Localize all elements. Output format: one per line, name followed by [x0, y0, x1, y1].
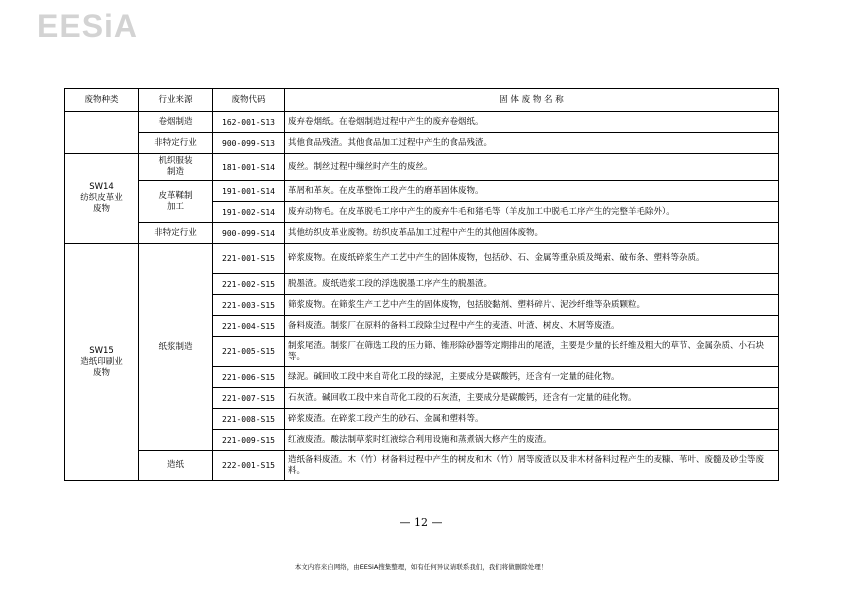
industry-source-cell: 卷烟制造 [139, 112, 213, 133]
waste-code-cell: 191-002-S14 [213, 202, 285, 223]
industry-source-cell: 皮革鞣制 加工 [139, 181, 213, 223]
industry-source-cell: 非特定行业 [139, 133, 213, 154]
waste-code-cell: 162-001-S13 [213, 112, 285, 133]
waste-code-cell: 221-007-S15 [213, 388, 285, 409]
waste-code-cell: 221-009-S15 [213, 430, 285, 451]
waste-description-cell: 制浆尾渣。制浆厂在筛选工段的压力筛、锥形除砂器等定期排出的尾渣，主要是少量的长纤维及粗大的草节、金属杂质、小石块等。 [285, 337, 779, 367]
waste-classification-table [64, 88, 779, 481]
waste-description-cell: 绿泥。碱回收工段中来自苛化工段的绿泥，主要成分是碳酸钙，还含有一定量的硅化物。 [285, 367, 779, 388]
waste-description-cell: 废丝。制丝过程中缫丝时产生的废丝。 [285, 154, 779, 181]
waste-code-cell: 221-006-S15 [213, 367, 285, 388]
industry-source-cell: 造纸 [139, 451, 213, 481]
waste-description-cell: 脱墨渣。废纸造浆工段的浮选脱墨工序产生的脱墨渣。 [285, 274, 779, 295]
waste-code-cell: 221-001-S15 [213, 244, 285, 274]
waste-code-cell: 221-005-S15 [213, 337, 285, 367]
waste-description-cell: 其他食品残渣。其他食品加工过程中产生的食品残渣。 [285, 133, 779, 154]
waste-code-cell: 221-008-S15 [213, 409, 285, 430]
waste-code-cell: 221-004-S15 [213, 316, 285, 337]
waste-description-cell: 碎浆废物。在废纸碎浆生产工艺中产生的固体废物，包括砂、石、金属等重杂质及绳索、破布条、塑料等杂质。 [285, 244, 779, 274]
table-row [65, 244, 779, 274]
header-waste-name: 固 体 废 物 名 称 [285, 89, 779, 112]
waste-code-cell: 221-002-S15 [213, 274, 285, 295]
table-row [65, 181, 779, 202]
table-row [65, 112, 779, 133]
waste-code-cell: 221-003-S15 [213, 295, 285, 316]
waste-description-cell: 其他纺织皮革业废物。纺织皮革品加工过程中产生的其他固体废物。 [285, 223, 779, 244]
eesia-logo: EESiA [37, 8, 139, 44]
waste-description-cell: 红液废渣。酸法制草浆时红液综合利用设施和蒸煮锅大修产生的废渣。 [285, 430, 779, 451]
table-row [65, 133, 779, 154]
waste-description-cell: 造纸备料废渣。木（竹）材备料过程中产生的树皮和木（竹）屑等废渣以及非木材备料过程产生的麦糠、苇叶、废髓及砂尘等废料。 [285, 451, 779, 481]
footer-disclaimer: 本文内容来自网络，由EESiA搜集整理，如有任何异议请联系我们，我们将做删除处理！ [294, 563, 548, 571]
table-row [65, 451, 779, 481]
header-industry-source: 行业来源 [139, 89, 213, 112]
waste-description-cell: 筛浆废物。在筛浆生产工艺中产生的固体废物，包括胶黏剂、塑料碎片、泥沙纤维等杂质颗粒。 [285, 295, 779, 316]
waste-kind-cell [65, 112, 139, 154]
industry-source-cell: 机织服装 制造 [139, 154, 213, 181]
waste-description-cell: 备料废渣。制浆厂在原料的备料工段除尘过程中产生的麦渣、叶渣、树皮、木屑等废渣。 [285, 316, 779, 337]
table-row [65, 223, 779, 244]
waste-description-cell: 废弃卷烟纸。在卷烟制造过程中产生的废弃卷烟纸。 [285, 112, 779, 133]
table-header-row [65, 89, 779, 112]
header-waste-code: 废物代码 [213, 89, 285, 112]
waste-description-cell: 革屑和革灰。在皮革整饰工段产生的磨革固体废物。 [285, 181, 779, 202]
waste-description-cell: 碎浆废渣。在碎浆工段产生的砂石、金属和塑料等。 [285, 409, 779, 430]
waste-code-cell: 900-099-S13 [213, 133, 285, 154]
header-waste-kind: 废物种类 [65, 89, 139, 112]
waste-code-cell: 181-001-S14 [213, 154, 285, 181]
industry-source-cell: 非特定行业 [139, 223, 213, 244]
table-row [65, 154, 779, 181]
waste-kind-cell: SW14 纺织皮革业 废物 [65, 154, 139, 244]
waste-description-cell: 石灰渣。碱回收工段中来自苛化工段的石灰渣，主要成分是碳酸钙，还含有一定量的硅化物。 [285, 388, 779, 409]
waste-code-cell: 900-099-S14 [213, 223, 285, 244]
industry-source-cell: 纸浆制造 [139, 244, 213, 451]
waste-description-cell: 废弃动物毛。在皮革脱毛工序中产生的废弃牛毛和猪毛等（羊皮加工中脱毛工序产生的完整羊毛除外）。 [285, 202, 779, 223]
waste-kind-cell: SW15 造纸印刷业 废物 [65, 244, 139, 481]
waste-code-cell: 222-001-S15 [213, 451, 285, 481]
page-number: — 12 — [399, 516, 443, 529]
waste-code-cell: 191-001-S14 [213, 181, 285, 202]
